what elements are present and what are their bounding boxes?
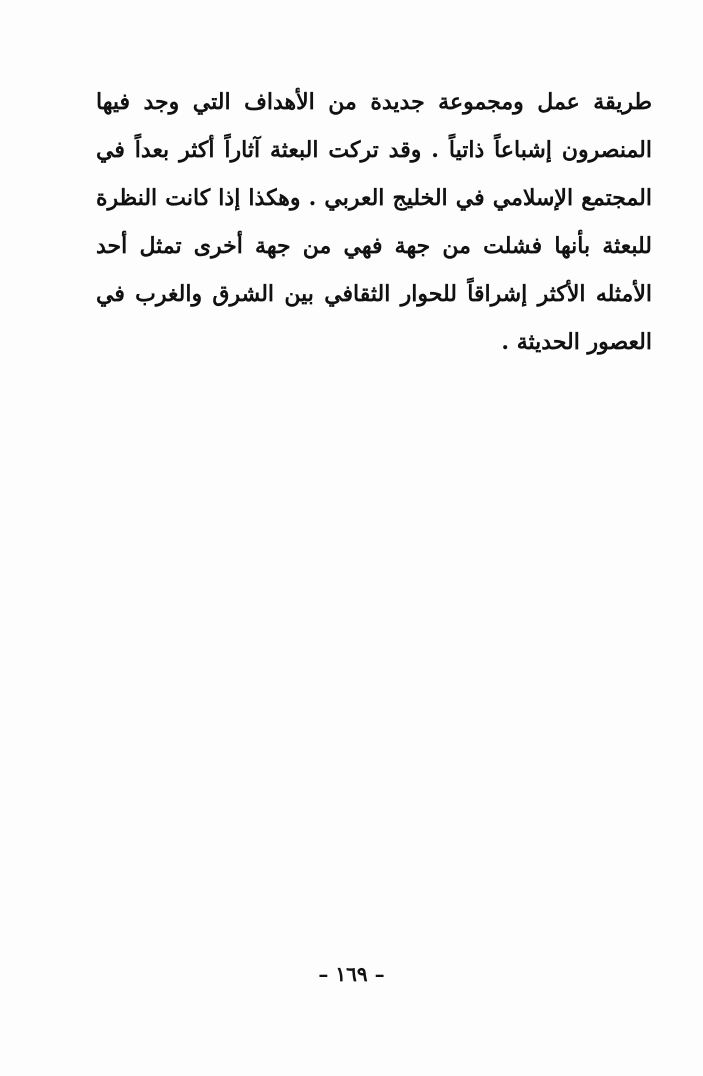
page-number: – ١٦٩ –: [318, 962, 385, 986]
text-line: المنصرون إشباعاً ذاتياً . وقد تركت البعثة آثاراً أكثر بعداً في: [96, 137, 652, 163]
text-line: الأمثله الأكثر إشراقاً للحوار الثقافي بين الشرق والغرب في: [96, 281, 652, 307]
text-line: المجتمع الإسلامي في الخليج العربي . وهكذا إذا كانت النظرة: [96, 185, 652, 211]
text-line: طريقة عمل ومجموعة جديدة من الأهداف التي وجد فيها: [96, 89, 652, 115]
text-line: للبعثة بأنها فشلت من جهة فهي من جهة أخرى تمثل أحد: [96, 233, 652, 259]
body-paragraph: [96, 78, 652, 366]
text-line: العصور الحديثة .: [501, 329, 652, 355]
